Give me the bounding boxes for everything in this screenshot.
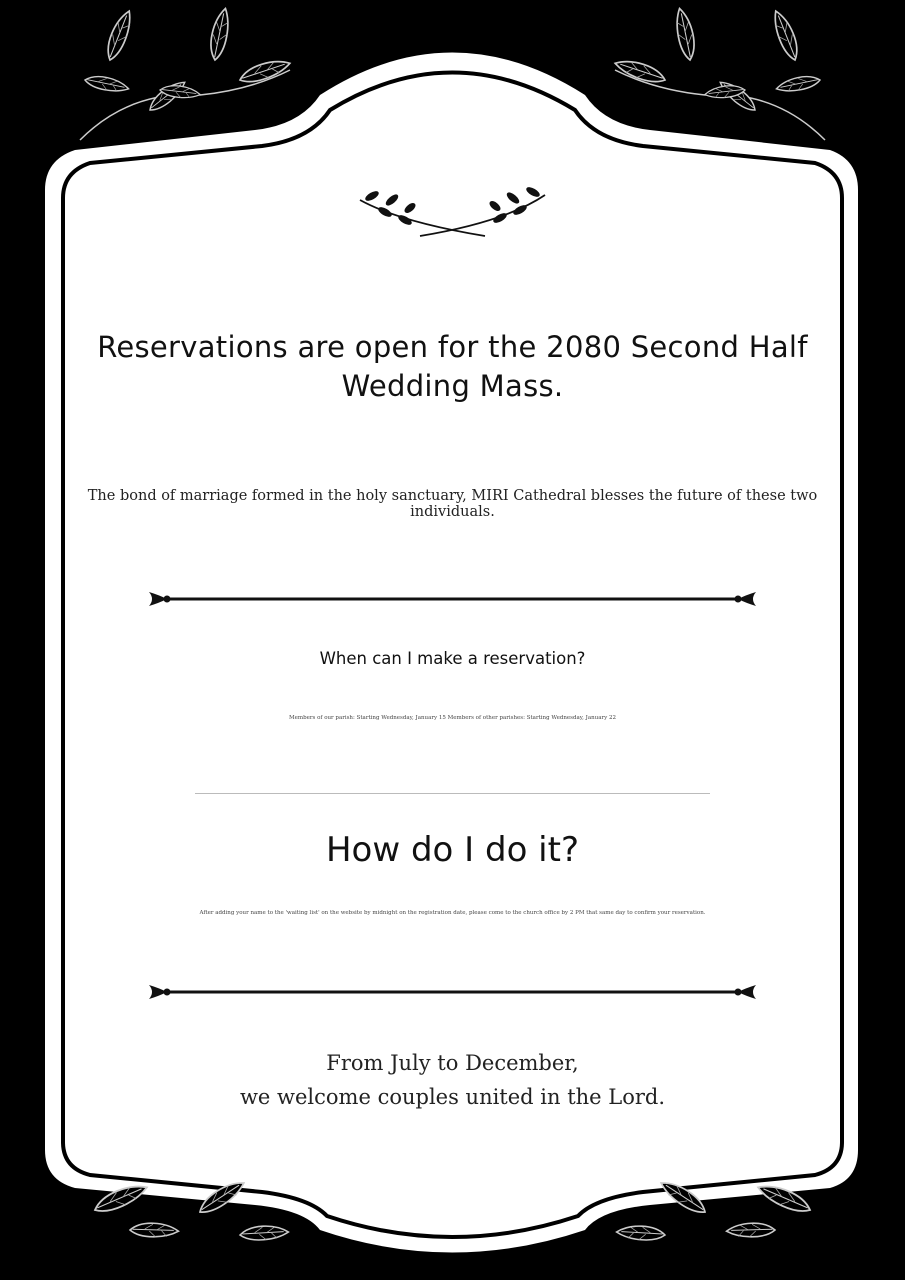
leaf-sprig-icon	[613, 7, 825, 140]
page-title: Reservations are open for the 2080 Second Half Wedding Mass.	[97, 330, 808, 403]
closing-line: we welcome couples united in the Lord.	[239, 1085, 666, 1109]
thin-divider	[195, 793, 710, 794]
leaf-sprig-icon	[80, 7, 292, 140]
closing-message	[0, 1046, 905, 1114]
subtitle: The bond of marriage formed in the holy sanctuary, MIRI Cathedral blesses the future of these two individuals.	[87, 488, 818, 520]
question-heading: When can I make a reservation?	[319, 649, 586, 668]
closing-line: From July to December,	[326, 1051, 579, 1075]
arrow-divider-icon	[145, 589, 760, 609]
instructions-text: After adding your name to the 'waiting list' on the website by midnight on the registration date, please come to the church office by 2 PM that same day to confirm your reservation.	[199, 910, 706, 916]
arrow-divider-icon	[145, 982, 760, 1002]
section-heading: How do I do it?	[325, 830, 580, 870]
answer-text: Members of our parish: Starting Wednesday, January 15 Members of other parishes: Starting Wednesday, January 22	[289, 715, 616, 721]
